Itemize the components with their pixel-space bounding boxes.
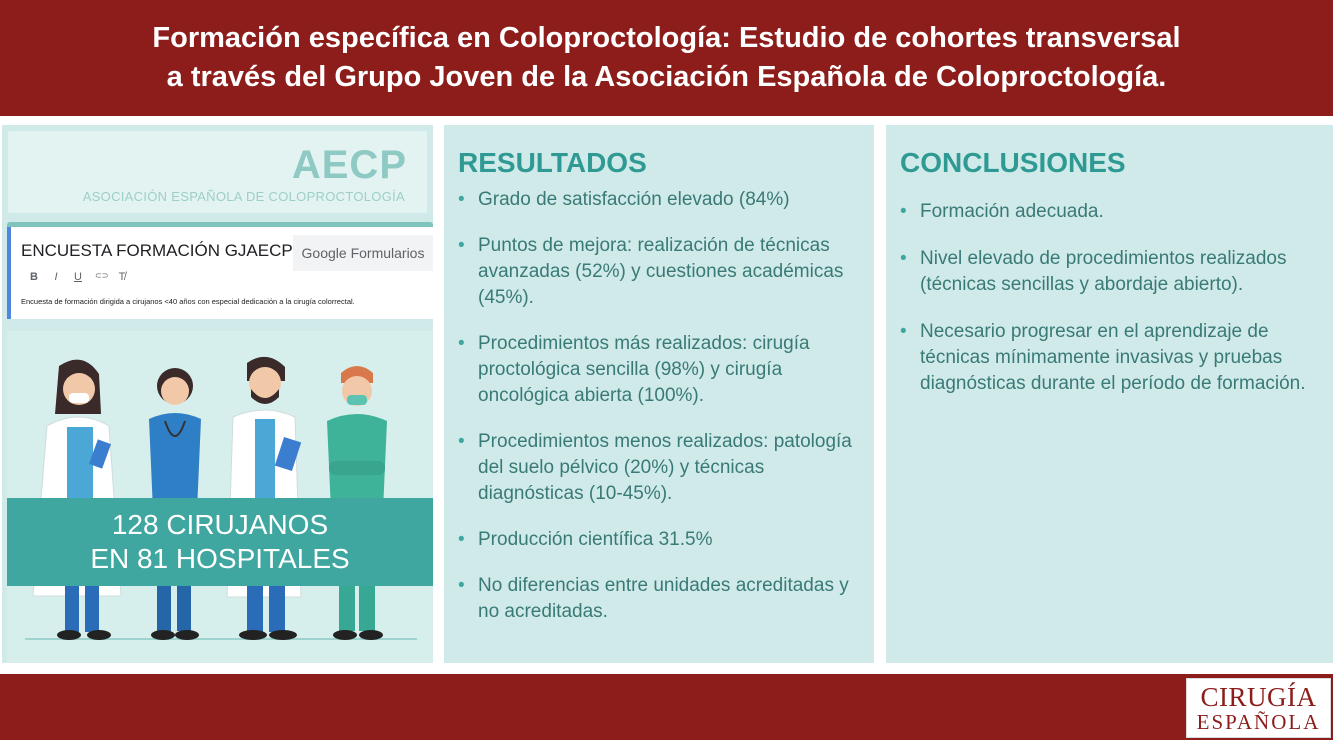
bullet-icon: • (458, 529, 465, 550)
underline-icon: U (74, 271, 82, 283)
cirugia-espanola-logo (1186, 678, 1331, 738)
title-line-1: Formación específica en Coloproctología: Estudio de cohortes transversal (152, 22, 1181, 54)
poster-header (0, 0, 1333, 116)
conclusions-panel (886, 125, 1333, 663)
results-item (458, 233, 868, 311)
results-item-text: Puntos de mejora: realización de técnicas avanzadas (52%) y cuestiones académicas (45%). (478, 235, 844, 308)
results-item-text: Procedimientos menos realizados: patología del suelo pélvico (20%) y técnicas diagnósticas (10-45%). (478, 431, 852, 504)
bullet-icon: • (458, 431, 465, 452)
logo-line-2: ESPAÑOLA (1196, 710, 1321, 734)
form-title: ENCUESTA FORMACIÓN GJAECP (21, 241, 293, 260)
surgeons-illustration-svg (7, 331, 433, 663)
bullet-icon: • (458, 189, 465, 210)
aecp-subtitle: ASOCIACIÓN ESPAÑOLA DE COLOPROCTOLOGÍA (82, 189, 405, 204)
title-line-2: a través del Grupo Joven de la Asociación Española de Coloproctología. (166, 61, 1167, 93)
italic-icon: I (54, 271, 58, 283)
banner-line-2: EN 81 HOSPITALES (90, 543, 350, 574)
results-item-text: No diferencias entre unidades acreditadas y no acreditadas. (478, 575, 849, 622)
results-item (458, 187, 868, 213)
bullet-icon: • (458, 575, 465, 596)
surgeons-illustration (7, 331, 433, 663)
bullet-icon: • (458, 333, 465, 354)
form-description: Encuesta de formación dirigida a cirujanos <40 años con especial dedicación a la cirugía colorrectal. (21, 297, 355, 306)
logo-line-1: CIRUGÍA (1200, 682, 1317, 712)
left-panel (2, 125, 433, 663)
banner-line-1: 128 CIRUJANOS (111, 509, 329, 540)
results-panel (444, 125, 874, 663)
conclusions-item (900, 246, 1330, 298)
survey-form-card (7, 227, 433, 319)
bullet-icon: • (900, 201, 907, 222)
link-icon: ⊂⊃ (95, 271, 109, 280)
results-item (458, 331, 868, 409)
results-item (458, 527, 868, 553)
google-forms-badge: Google Formularios (293, 235, 433, 271)
stats-banner (7, 498, 433, 586)
results-list (458, 187, 868, 645)
aecp-logo-box (8, 131, 427, 213)
conclusions-item-text: Necesario progresar en el aprendizaje de técnicas mínimamente invasivas y pruebas diagnósticas durante el período de formación. (920, 321, 1306, 394)
results-title: RESULTADOS (458, 147, 647, 178)
results-item-text: Procedimientos más realizados: cirugía proctológica sencilla (98%) y cirugía oncológica abierta (100%). (478, 333, 810, 406)
results-item (458, 573, 868, 625)
bold-icon: B (30, 271, 38, 283)
aecp-logo: AECP (291, 143, 407, 187)
format-toolbar (29, 271, 127, 283)
results-item-text: Grado de satisfacción elevado (84%) (478, 189, 790, 210)
conclusions-item-text: Formación adecuada. (920, 201, 1104, 222)
clear-format-icon: T̸ (118, 271, 126, 283)
results-item-text: Producción científica 31.5% (478, 529, 713, 550)
conclusions-item (900, 199, 1330, 225)
bullet-icon: • (900, 321, 907, 342)
bullet-icon: • (458, 235, 465, 256)
conclusions-list (900, 199, 1330, 418)
results-item (458, 429, 868, 507)
poster-footer (0, 674, 1333, 740)
conclusions-title: CONCLUSIONES (900, 147, 1126, 178)
conclusions-item (900, 319, 1330, 397)
conclusions-item-text: Nivel elevado de procedimientos realizados (técnicas sencillas y abordaje abierto). (920, 248, 1287, 295)
bullet-icon: • (900, 248, 907, 269)
